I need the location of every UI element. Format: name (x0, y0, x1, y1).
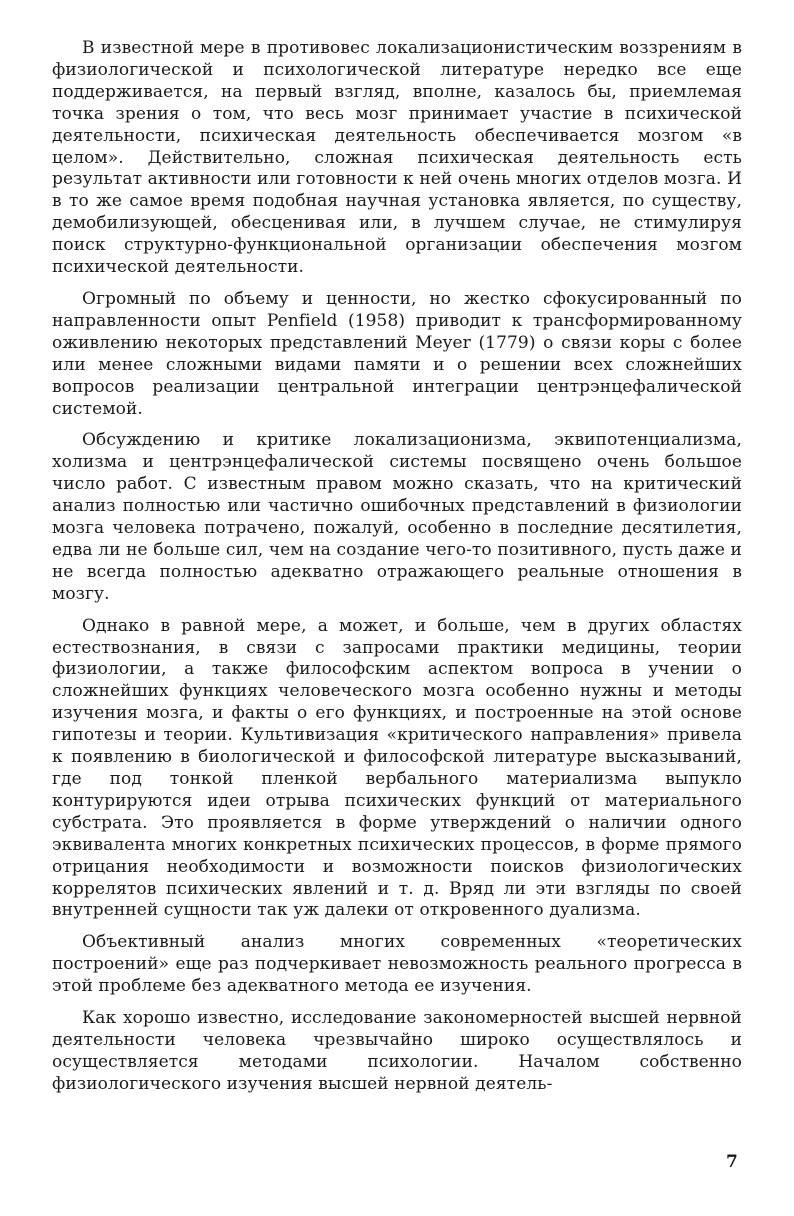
paragraph-4: Однако в равной мере, а может, и больше, чем в других областях естествознания, в связи с запросами практики медицины, теории физиологии, а также философским аспектом вопроса в учении о сложнейших функциях человеческого мозга особенно нужны и методы изучения мозга, и факты о его функциях, и построенные на этой основе гипотезы и теории. Культивизация «критического направления» привела к появлению в биологической и философской литературе высказываний, где под тонкой пленкой вербального материализма выпукло контурируются идеи отрыва психических функций от материального субстрата. Это проявляется в форме утверждений о наличии одного эквивалента многих конкретных психических процессов, в форме прямого отрицания необходимости и возможности поисков физиологических коррелятов психических явлений и т. д. Вряд ли эти взгляды по своей внутренней сущности так уж далеки от откровенного дуализма. (52, 615, 742, 921)
document-page (52, 38, 742, 1106)
paragraph-3: Обсуждению и критике локализационизма, эквипотенциализма, холизма и центрэнцефалической системы посвящено очень большое число работ. С известным правом можно сказать, что на критический анализ полностью или частично ошибочных представлений в физиологии мозга человека потрачено, пожалуй, особенно в последние десятилетия, едва ли не больше сил, чем на создание чего-то позитивного, пусть даже и не всегда полностью адекватно отражающего реальные отношения в мозгу. (52, 430, 742, 604)
page-number: 7 (726, 1152, 738, 1172)
paragraph-1: В известной мере в противовес локализационистическим воззрениям в физиологической и психологической литературе нередко все еще поддерживается, на первый взгляд, вполне, казалось бы, приемлемая точка зрения о том, что весь мозг принимает участие в психической деятельности, психическая деятельность обеспечивается мозгом «в целом». Действительно, сложная психическая деятельность есть результат активности или готовности к ней очень многих отделов мозга. И в то же самое время подобная научная установка является, по существу, демобилизующей, обесценивая или, в лучшем случае, не стимулируя поиск структурно-функциональной организации обеспечения мозгом психической деятельности. (52, 38, 742, 278)
paragraph-2: Огромный по объему и ценности, но жестко сфокусированный по направленности опыт Penfield (1958) приводит к трансформированному оживлению некоторых представлений Meyer (1779) о связи коры с более или менее сложными видами памяти и о решении всех сложнейших вопросов реализации центральной интеграции центрэнцефалической системой. (52, 288, 742, 419)
paragraph-5: Объективный анализ многих современных «теоретических построений» еще раз подчеркивает невозможность реального прогресса в этой проблеме без адекватного метода ее изучения. (52, 932, 742, 997)
paragraph-6: Как хорошо известно, исследование закономерностей высшей нервной деятельности человека чрезвычайно широко осуществлялось и осуществляется методами психологии. Началом собственно физиологического изучения высшей нервной деятель- (52, 1008, 742, 1094)
